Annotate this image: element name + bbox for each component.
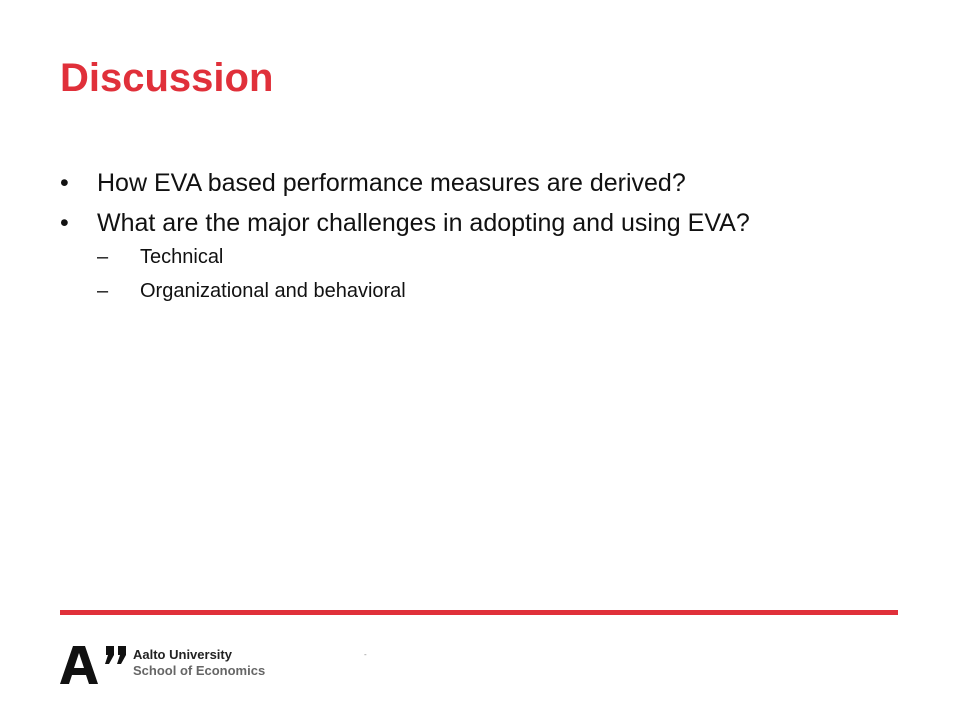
sub-bullet-marker: –: [97, 246, 109, 268]
footer-dash: -: [364, 650, 367, 659]
sub-bullet-text: Technical: [140, 246, 224, 268]
bullet-item: [60, 168, 860, 199]
bullet-item: [60, 208, 860, 304]
aalto-logo-mark-icon: [60, 644, 130, 688]
sub-bullet-list: [97, 245, 860, 304]
sub-bullet-marker: –: [97, 280, 109, 302]
sub-bullet-text: Organizational and behavioral: [140, 280, 406, 302]
bullet-marker: •: [60, 209, 69, 237]
logo-wordmark: [133, 647, 265, 679]
footer-divider: [60, 610, 898, 615]
aalto-logo: [60, 644, 290, 688]
bullet-text: What are the major challenges in adopting and using EVA?: [97, 209, 750, 237]
slide-title: Discussion: [60, 56, 274, 100]
bullet-list: [60, 168, 860, 313]
sub-bullet-item: [97, 245, 860, 270]
bullet-marker: •: [60, 169, 69, 197]
logo-line-school: School of Economics: [133, 663, 266, 678]
logo-line-university: Aalto University: [133, 647, 232, 662]
sub-bullet-item: [97, 279, 860, 304]
bullet-text: How EVA based performance measures are derived?: [97, 169, 686, 197]
